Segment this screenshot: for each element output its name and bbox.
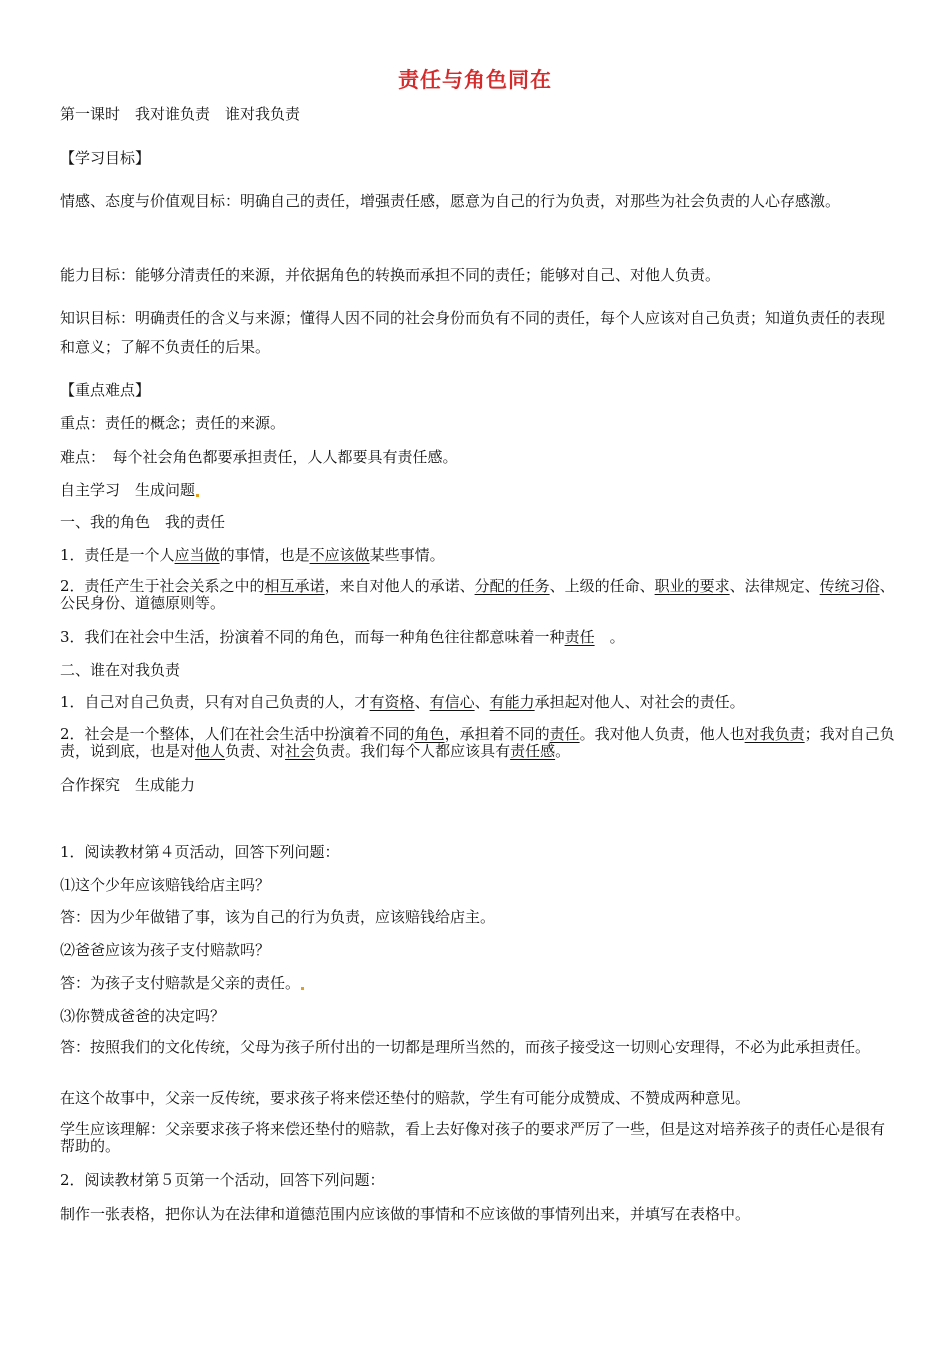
text: 承担起对他人、对社会的责任。 bbox=[534, 693, 745, 711]
text: 、 bbox=[474, 693, 490, 711]
text: 负责、对 bbox=[225, 742, 286, 760]
text: 。 bbox=[594, 628, 625, 646]
mark-dot bbox=[196, 494, 199, 497]
text: 负责。我们每个人都应该具有 bbox=[315, 742, 511, 760]
text: 、公民身份、道德原则等。 bbox=[60, 577, 895, 612]
answer-1-3: 答：按照我们的文化传统，父母为孩子所付出的一切都是理所当然的，而孩子接受这一切则心安理得，不必为此承担责任。 bbox=[60, 1038, 871, 1056]
item-1-3 bbox=[60, 627, 895, 647]
item-1-1 bbox=[60, 545, 895, 565]
item-1-2 bbox=[60, 578, 895, 612]
question-2: 2．阅读教材第５页第一个活动，回答下列问题： bbox=[60, 1171, 385, 1189]
blank-answer: 角色 bbox=[414, 725, 445, 743]
text: 、上级的任命、 bbox=[549, 577, 655, 595]
understanding-paragraph: 学生应该理解：父亲要求孩子将来偿还垫付的赔款，看上去好像对孩子的要求严厉了一些，但是这对培养孩子的责任心是很有帮助的。 bbox=[60, 1120, 886, 1155]
text: 3．我们在社会中生活，扮演着不同的角色，而每一种角色往往都意味着一种 bbox=[60, 628, 565, 646]
lesson-heading: 第一课时 我对谁负责 谁对我负责 bbox=[60, 105, 301, 123]
blank-answer: 有资格 bbox=[369, 693, 415, 711]
question-1-2: ⑵爸爸应该为孩子支付赔款吗？ bbox=[60, 941, 271, 959]
cooperation-heading: 合作探究 生成能力 bbox=[60, 776, 196, 794]
text: 2．社会是一个整体，人们在社会生活中扮演着不同的 bbox=[60, 725, 415, 743]
blank-answer: 传统习俗 bbox=[819, 577, 880, 595]
blank-answer: 他人 bbox=[195, 742, 226, 760]
difficult-point: 难点： 每个社会角色都要承担责任，人人都要具有责任感。 bbox=[60, 448, 458, 466]
learning-goals-header: 【学习目标】 bbox=[60, 149, 151, 167]
blank-answer: 对我负责 bbox=[744, 725, 805, 743]
document-title: 责任与角色同在 bbox=[398, 67, 552, 92]
question-2-task: 制作一张表格，把你认为在法律和道德范围内应该做的事情和不应该做的事情列出来，并填写在表格中。 bbox=[60, 1205, 751, 1223]
goal-emotion: 情感、态度与价值观目标：明确自己的责任，增强责任感，愿意为自己的行为负责，对那些为社会负责的人心存感激。 bbox=[60, 192, 841, 210]
blank-answer: 职业的要求 bbox=[654, 577, 730, 595]
text: ，来自对他人的承诺、 bbox=[324, 577, 475, 595]
goal-knowledge: 知识目标：明确责任的含义与来源；懂得人因不同的社会身份而负有不同的责任，每个人应该对自己负责；知道负责任的表现和意义；了解不负责任的后果。 bbox=[60, 309, 886, 356]
text: 、法律规定、 bbox=[729, 577, 820, 595]
section-one-heading: 一、我的角色 我的责任 bbox=[60, 513, 226, 531]
self-study-text: 自主学习 生成问题 bbox=[60, 481, 196, 499]
text: 某些事情。 bbox=[369, 546, 445, 564]
story-paragraph: 在这个故事中，父亲一反传统，要求孩子将来偿还垫付的赔款，学生有可能分成赞成、不赞成两种意见。 bbox=[60, 1089, 751, 1107]
mark-dot bbox=[301, 987, 304, 990]
text: 2．责任产生于社会关系之中的 bbox=[60, 577, 265, 595]
blank-answer: 不应该做 bbox=[309, 546, 370, 564]
key-points-header: 【重点难点】 bbox=[60, 381, 151, 399]
text: ，承担着不同的 bbox=[444, 725, 550, 743]
blank-answer: 责任 bbox=[549, 725, 580, 743]
text: 。我对他人负责，他人也 bbox=[579, 725, 745, 743]
goal-ability: 能力目标：能够分清责任的来源，并依据角色的转换而承担不同的责任；能够对自己、对他人负责。 bbox=[60, 266, 721, 284]
blank-answer: 责任 bbox=[564, 628, 595, 646]
question-1-3: ⑶你赞成爸爸的决定吗？ bbox=[60, 1007, 226, 1025]
blank-answer: 相互承诺 bbox=[264, 577, 325, 595]
question-1: 1．阅读教材第４页活动，回答下列问题： bbox=[60, 843, 340, 861]
text: ；我对自己负责，说到底，也是对 bbox=[60, 725, 895, 760]
text: 、 bbox=[414, 693, 430, 711]
self-study-heading bbox=[60, 480, 895, 500]
blank-answer: 分配的任务 bbox=[474, 577, 550, 595]
question-1-1: ⑴这个少年应该赔钱给店主吗？ bbox=[60, 876, 271, 894]
item-2-2 bbox=[60, 726, 895, 760]
blank-answer: 应当做 bbox=[174, 546, 220, 564]
section-two-heading: 二、谁在对我负责 bbox=[60, 661, 181, 679]
blank-answer: 有能力 bbox=[489, 693, 535, 711]
text: 1．自己对自己负责，只有对自己负责的人，才 bbox=[60, 693, 370, 711]
blank-answer: 社会 bbox=[285, 742, 316, 760]
text: 。 bbox=[555, 742, 571, 760]
key-point: 重点：责任的概念；责任的来源。 bbox=[60, 414, 286, 432]
text: 的事情，也是 bbox=[219, 546, 310, 564]
item-2-1 bbox=[60, 692, 895, 712]
answer-1-2-line bbox=[60, 973, 895, 993]
answer-1-2: 答：为孩子支付赔款是父亲的责任。 bbox=[60, 974, 301, 992]
blank-answer: 有信心 bbox=[429, 693, 475, 711]
answer-1-1: 答：因为少年做错了事，该为自己的行为负责，应该赔钱给店主。 bbox=[60, 908, 496, 926]
text: 1．责任是一个人 bbox=[60, 546, 175, 564]
blank-answer: 责任感 bbox=[510, 742, 556, 760]
